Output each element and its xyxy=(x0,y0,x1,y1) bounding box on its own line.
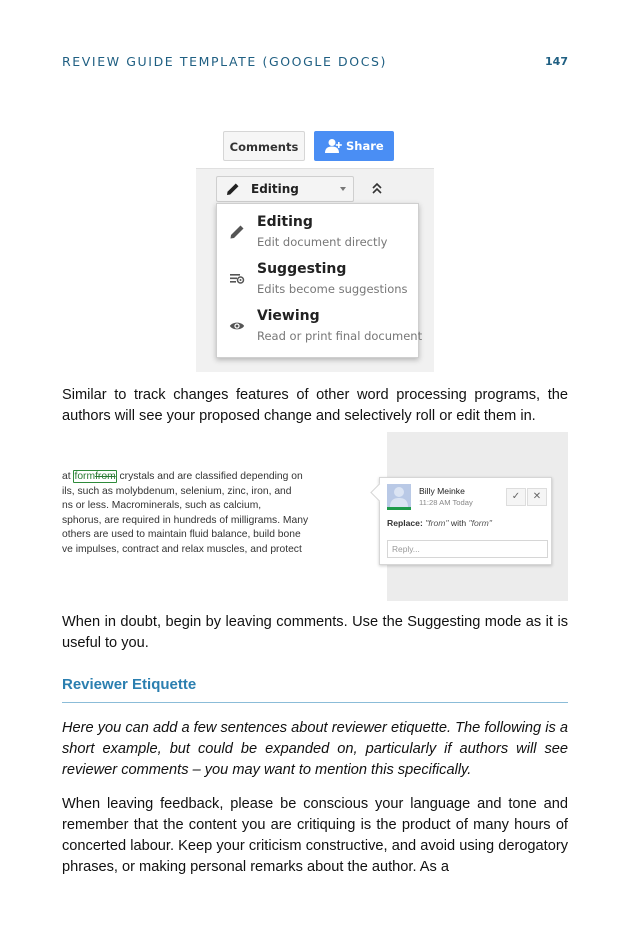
document-excerpt xyxy=(62,470,322,557)
reject-suggestion-button[interactable] xyxy=(527,488,547,506)
suggestion-description xyxy=(387,518,492,528)
paragraph-track-changes: Similar to track changes features of other word processing programs, the authors will see your proposed change and selectively roll or edit them in. xyxy=(62,387,568,424)
section-divider xyxy=(62,702,568,703)
suggestion-screenshot xyxy=(62,432,568,601)
comment-time: 11:28 AM Today xyxy=(419,498,473,507)
doc-line: sphorus, are required in hundreds of milligrams. Many xyxy=(62,514,309,526)
new-text: "form" xyxy=(468,518,492,528)
mode-dropdown[interactable] xyxy=(216,176,354,202)
close-icon: ✕ xyxy=(532,491,542,502)
menu-item-desc: Edit document directly xyxy=(257,235,388,249)
menu-item-viewing[interactable] xyxy=(217,304,423,351)
comment-author: Billy Meinke xyxy=(419,486,465,496)
checkmark-icon: ✓ xyxy=(511,491,521,502)
doc-line: ns or less. Macrominerals, such as calcium, xyxy=(62,500,262,511)
menu-item-title: Viewing xyxy=(257,308,320,324)
deleted-text: from xyxy=(95,471,116,482)
avatar xyxy=(387,484,411,510)
share-bar xyxy=(196,124,434,168)
mode-menu xyxy=(216,203,423,358)
menu-item-editing[interactable] xyxy=(217,210,420,257)
suggest-icon xyxy=(229,271,245,287)
reply-input[interactable]: Reply... xyxy=(387,540,548,558)
old-text: "from" xyxy=(425,518,449,528)
chevron-down-icon xyxy=(340,187,346,191)
mode-dropdown-label: Editing xyxy=(251,182,299,196)
replace-label: Replace: xyxy=(387,518,423,528)
share-people-icon xyxy=(325,138,343,154)
inserted-text: form xyxy=(74,471,96,482)
pencil-icon xyxy=(226,182,240,196)
double-chevron-up-icon[interactable] xyxy=(368,177,386,199)
card-pointer xyxy=(370,483,388,501)
paragraph-when-in-doubt: When in doubt, begin by leaving comments. Use the Suggesting mode as it is useful to you. xyxy=(62,614,568,651)
author-color-bar xyxy=(387,507,411,510)
editing-mode-screenshot xyxy=(196,124,434,372)
running-title: REVIEW GUIDE TEMPLATE (GOOGLE DOCS) xyxy=(62,54,388,69)
eye-icon xyxy=(229,318,245,334)
page-header xyxy=(62,54,568,74)
menu-item-desc: Read or print final document xyxy=(257,329,423,343)
menu-item-suggesting[interactable] xyxy=(217,257,420,304)
page-number: 147 xyxy=(545,55,568,68)
share-button[interactable] xyxy=(314,131,394,161)
menu-item-title: Editing xyxy=(257,214,313,230)
doc-line: ils, such as molybdenum, selenium, zinc, iron, and xyxy=(62,485,292,497)
suggestion-comment-card xyxy=(379,477,552,565)
doc-line: ve impulses, contract and relax muscles, and protect xyxy=(62,543,302,555)
accept-suggestion-button[interactable] xyxy=(506,488,526,506)
menu-item-title: Suggesting xyxy=(257,261,347,277)
with-word: with xyxy=(450,518,467,528)
doc-line: at formfrom crystals and are classified depending on xyxy=(62,471,303,482)
suggestion-highlight[interactable] xyxy=(73,470,116,483)
paragraph-feedback-tone: When leaving feedback, please be conscious your language and tone and remember that the content you are critiquing is the product of many hours of concerted labour. Keep your criticism constructive, and avoid using derogatory phrases, or making personal remarks about the author. As a xyxy=(62,796,568,875)
paragraph-etiquette-intro: Here you can add a few sentences about reviewer etiquette. The following is a short example, but could be expanded on, particularly if authors will see reviewer comments – you may want to mention this specifically. xyxy=(62,720,568,778)
share-label: Share xyxy=(346,139,384,153)
person-icon xyxy=(387,484,411,507)
doc-line: others are used to maintain fluid balance, build bone xyxy=(62,529,301,540)
menu-item-desc: Edits become suggestions xyxy=(257,282,408,296)
comments-button[interactable]: Comments xyxy=(223,131,305,161)
pencil-icon xyxy=(229,224,245,240)
section-heading: Reviewer Etiquette xyxy=(62,676,197,693)
